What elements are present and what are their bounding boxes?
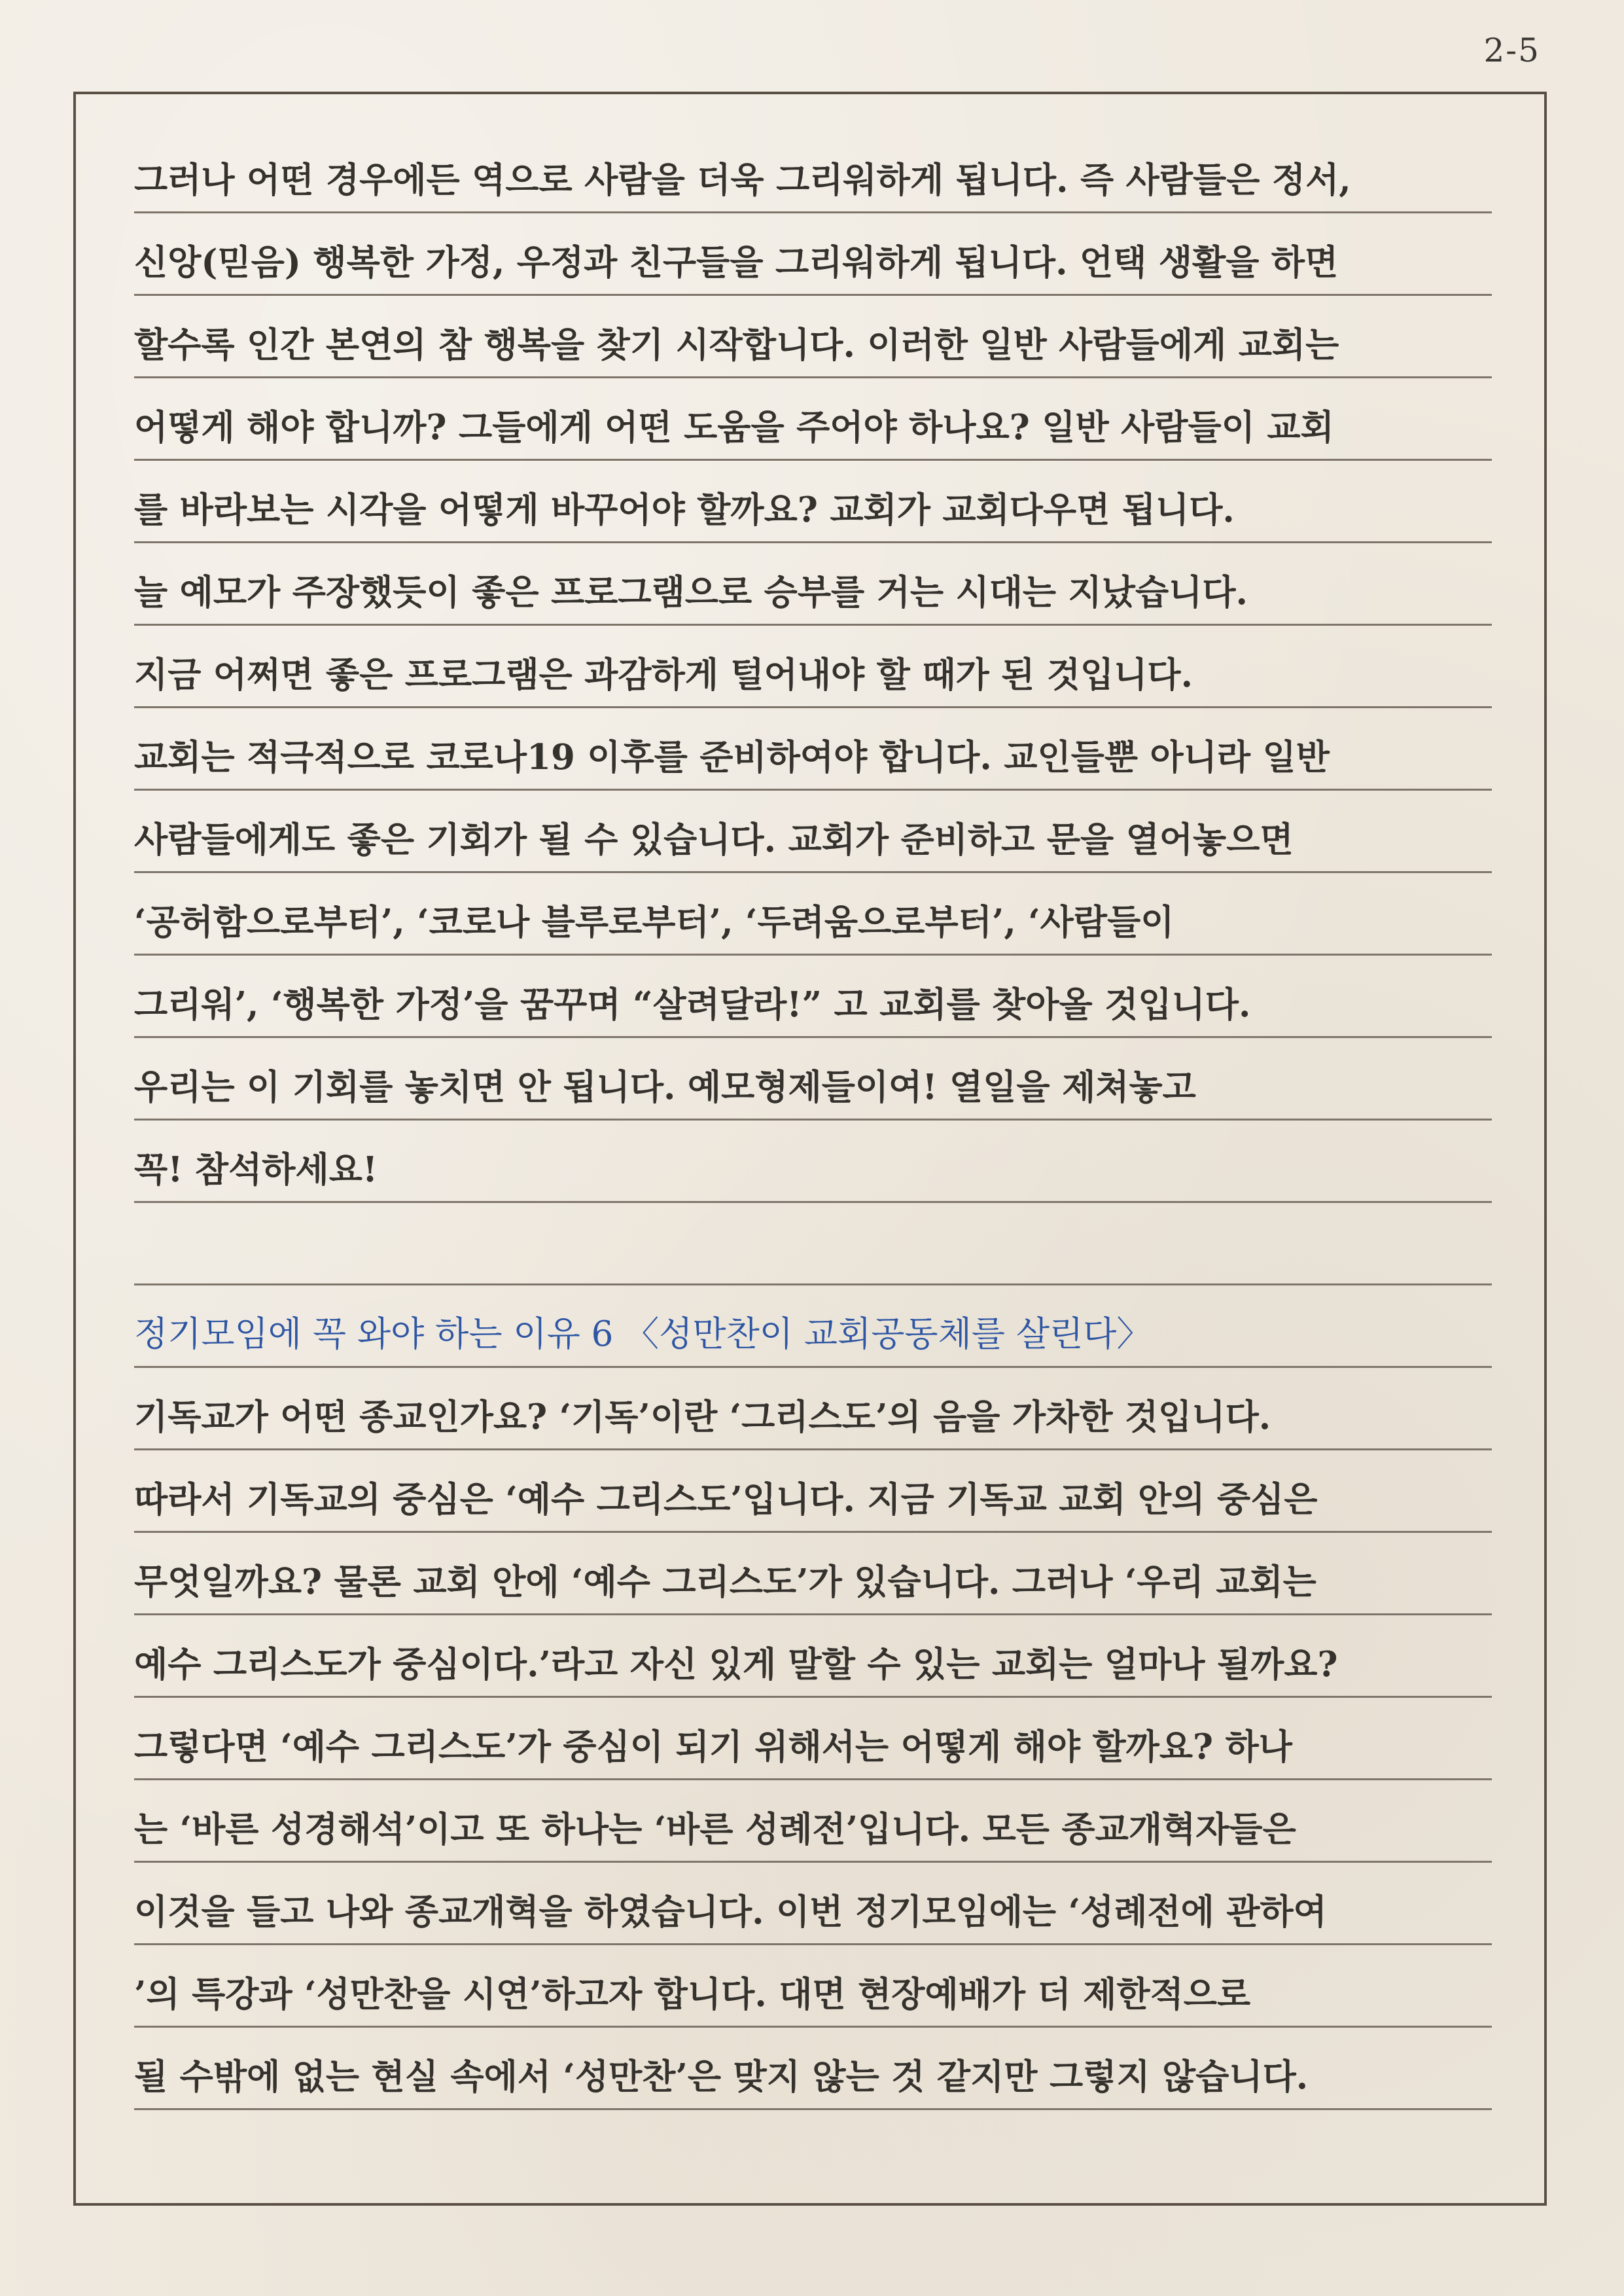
text-line: 우리는 이 기회를 놓치면 안 됩니다. 예모형제들이여! 열일을 제쳐놓고 — [134, 1067, 1196, 1107]
ruled-line — [134, 1368, 1492, 1450]
ruled-line — [134, 1285, 1492, 1368]
text-line: 를 바라보는 시각을 어떻게 바꾸어야 할까요? 교회가 교회다우면 됩니다. — [134, 490, 1235, 530]
text-line: 꼭! 참석하세요! — [134, 1149, 378, 1190]
ruled-text-block — [134, 131, 1492, 2110]
text-line: 늘 예모가 주장했듯이 좋은 프로그램으로 승부를 거는 시대는 지났습니다. — [134, 572, 1248, 613]
ruled-line — [134, 1863, 1492, 1945]
text-line: 지금 어쩌면 좋은 프로그램은 과감하게 털어내야 할 때가 된 것입니다. — [134, 655, 1193, 695]
ruled-line — [134, 708, 1492, 791]
ruled-line — [134, 791, 1492, 873]
ruled-line — [134, 1780, 1492, 1863]
ruled-line — [134, 1615, 1492, 1698]
text-line: 예수 그리스도가 중심이다.’라고 자신 있게 말할 수 있는 교회는 얼마나 될까요? — [134, 1644, 1338, 1685]
text-line: 무엇일까요? 물론 교회 안에 ‘예수 그리스도’가 있습니다. 그러나 ‘우리 교회는 — [134, 1562, 1316, 1602]
ruled-line-empty — [134, 1203, 1492, 1285]
text-line: 기독교가 어떤 종교인가요? ‘기독’이란 ‘그리스도’의 음을 가차한 것입니다. — [134, 1397, 1271, 1437]
ruled-line — [134, 1945, 1492, 2028]
text-line: 될 수밖에 없는 현실 속에서 ‘성만찬’은 맞지 않는 것 같지만 그렇지 않습니다. — [134, 2056, 1309, 2097]
text-line: 이것을 들고 나와 종교개혁을 하였습니다. 이번 정기모임에는 ‘성례전에 관하여 — [134, 1892, 1327, 1932]
text-line: 그러나 어떤 경우에든 역으로 사람을 더욱 그리워하게 됩니다. 즉 사람들은 정서, — [134, 160, 1351, 200]
ruled-line — [134, 626, 1492, 708]
text-line: 사람들에게도 좋은 기회가 될 수 있습니다. 교회가 준비하고 문을 열어놓으면 — [134, 819, 1294, 860]
ruled-line — [134, 1533, 1492, 1615]
section-heading: 정기모임에 꼭 와야 하는 이유 6 〈성만찬이 교회공동체를 살린다〉 — [134, 1314, 1152, 1354]
ruled-line — [134, 1038, 1492, 1121]
ruled-line — [134, 1450, 1492, 1533]
ruled-line — [134, 1121, 1492, 1203]
ruled-line — [134, 543, 1492, 626]
ruled-line — [134, 2028, 1492, 2110]
text-line: 그리워’, ‘행복한 가정’을 꿈꾸며 “살려달라!” 고 교회를 찾아올 것입니다. — [134, 984, 1251, 1025]
text-line: 교회는 적극적으로 코로나19 이후를 준비하여야 합니다. 교인들뿐 아니라 일반 — [134, 737, 1330, 778]
text-line: 신앙(믿음) 행복한 가정, 우정과 친구들을 그리워하게 됩니다. 언택 생활을 하면 — [134, 242, 1339, 283]
ruled-line — [134, 461, 1492, 543]
text-line: ’의 특강과 ‘성만찬을 시연’하고자 합니다. 대면 현장예배가 더 제한적으로 — [134, 1974, 1251, 2015]
text-line: 따라서 기독교의 중심은 ‘예수 그리스도’입니다. 지금 기독교 교회 안의 중심은 — [134, 1479, 1318, 1520]
ruled-line — [134, 378, 1492, 461]
ruled-line — [134, 873, 1492, 956]
text-line: 그렇다면 ‘예수 그리스도’가 중심이 되기 위해서는 어떻게 해야 할까요? 하나 — [134, 1727, 1292, 1767]
ruled-line — [134, 213, 1492, 296]
page-number: 2-5 — [1483, 31, 1540, 69]
text-line: 어떻게 해야 합니까? 그들에게 어떤 도움을 주어야 하나요? 일반 사람들이 교회 — [134, 407, 1334, 448]
ruled-line — [134, 296, 1492, 378]
text-line: 는 ‘바른 성경해석’이고 또 하나는 ‘바른 성례전’입니다. 모든 종교개혁자들은 — [134, 1809, 1296, 1850]
ruled-line — [134, 1698, 1492, 1780]
text-line: 할수록 인간 본연의 참 행복을 찾기 시작합니다. 이러한 일반 사람들에게 교회는 — [134, 325, 1339, 365]
text-line: ‘공허함으로부터’, ‘코로나 블루로부터’, ‘두려움으로부터’, ‘사람들이 — [134, 902, 1174, 942]
ruled-line — [134, 131, 1492, 213]
ruled-line — [134, 956, 1492, 1038]
